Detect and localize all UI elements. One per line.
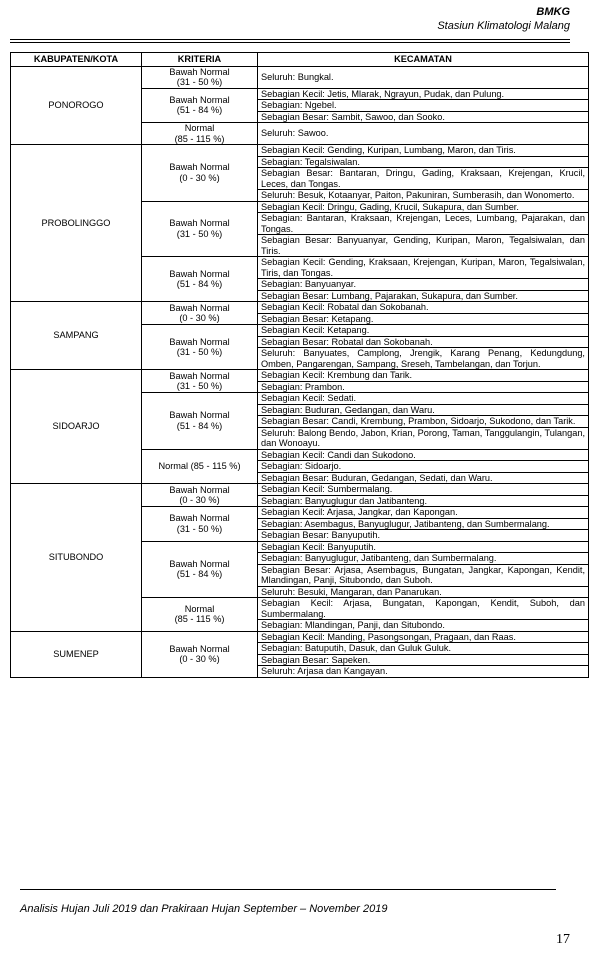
kecamatan-cell: Sebagian Kecil: Jetis, Mlarak, Ngrayun, Pudak, dan Pulung. xyxy=(258,88,589,100)
station-name: Stasiun Klimatologi Malang xyxy=(437,20,570,32)
org-name: BMKG xyxy=(536,6,570,18)
kecamatan-cell: Seluruh: Besuk, Kotaanyar, Paiton, Pakuniran, Sumberasih, dan Wonomerto. xyxy=(258,190,589,202)
kecamatan-cell: Sebagian Kecil: Candi dan Sukodono. xyxy=(258,449,589,461)
table-row xyxy=(11,631,589,643)
criteria-cell: Bawah Normal (0 - 30 %) xyxy=(142,484,258,507)
kecamatan-cell: Sebagian: Ngebel. xyxy=(258,100,589,112)
criteria-cell: Normal (85 - 115 %) xyxy=(142,598,258,632)
kecamatan-cell: Sebagian Kecil: Ketapang. xyxy=(258,325,589,337)
kabupaten-cell: PONOROGO xyxy=(11,66,142,145)
kecamatan-cell: Sebagian Besar: Banyuanyar, Gending, Kuripan, Maron, Tegalsiwalan, dan Tiris. xyxy=(258,235,589,257)
criteria-cell: Bawah Normal (31 - 50 %) xyxy=(142,66,258,88)
criteria-cell: Bawah Normal (31 - 50 %) xyxy=(142,507,258,542)
kecamatan-cell: Sebagian Kecil: Gending, Kuripan, Lumbang, Maron, dan Tiris. xyxy=(258,145,589,157)
criteria-cell: Bawah Normal (31 - 50 %) xyxy=(142,325,258,370)
kecamatan-cell: Sebagian Kecil: Manding, Pasongsongan, Pragaan, dan Raas. xyxy=(258,631,589,643)
kecamatan-cell: Sebagian Kecil: Gending, Kraksaan, Krejengan, Kuripan, Maron, Tegalsiwalan, Tiris, dan Tongas. xyxy=(258,257,589,279)
column-header: KECAMATAN xyxy=(258,53,589,67)
criteria-cell: Bawah Normal (0 - 30 %) xyxy=(142,302,258,325)
kecamatan-cell: Sebagian: Mlandingan, Panji, dan Situbondo. xyxy=(258,620,589,632)
kecamatan-cell: Sebagian: Sidoarjo. xyxy=(258,461,589,473)
table-row xyxy=(11,302,589,314)
criteria-cell: Bawah Normal (0 - 30 %) xyxy=(142,631,258,677)
kecamatan-cell: Seluruh: Besuki, Mangaran, dan Panarukan. xyxy=(258,586,589,598)
kabupaten-cell: SIDOARJO xyxy=(11,370,142,484)
kecamatan-cell: Sebagian: Tegalsiwalan. xyxy=(258,156,589,168)
kecamatan-cell: Sebagian: Batuputih, Dasuk, dan Guluk Guluk. xyxy=(258,643,589,655)
table-row xyxy=(11,370,589,382)
header-rule-secondary xyxy=(10,42,570,43)
kecamatan-cell: Sebagian: Banyuglugur dan Jatibanteng. xyxy=(258,495,589,507)
kecamatan-cell: Sebagian Besar: Banyuputih. xyxy=(258,530,589,542)
criteria-cell: Bawah Normal (51 - 84 %) xyxy=(142,393,258,450)
kecamatan-cell: Seluruh: Banyuates, Camplong, Jrengik, Karang Penang, Kedungdung, Omben, Pangarengan, Sampang, Sreseh, Tambelangan, dan Torjun. xyxy=(258,348,589,370)
table-row xyxy=(11,484,589,496)
criteria-cell: Bawah Normal (51 - 84 %) xyxy=(142,88,258,123)
table-row xyxy=(11,145,589,157)
kecamatan-cell: Sebagian Kecil: Banyuputih. xyxy=(258,541,589,553)
footer-text: Analisis Hujan Juli 2019 dan Prakiraan Hujan September – November 2019 xyxy=(20,903,388,915)
criteria-cell: Bawah Normal (0 - 30 %) xyxy=(142,145,258,202)
criteria-cell: Bawah Normal (51 - 84 %) xyxy=(142,541,258,598)
kabupaten-cell: SUMENEP xyxy=(11,631,142,677)
kecamatan-cell: Seluruh: Balong Bendo, Jabon, Krian, Porong, Taman, Tanggulangin, Tulangan, dan Wonoayu. xyxy=(258,427,589,449)
table-row xyxy=(11,66,589,88)
kecamatan-cell: Sebagian: Banyuanyar. xyxy=(258,279,589,291)
kecamatan-cell: Sebagian Kecil: Dringu, Gading, Krucil, Sukapura, dan Sumber. xyxy=(258,201,589,213)
column-header: KABUPATEN/KOTA xyxy=(11,53,142,67)
kecamatan-cell: Sebagian Besar: Sapeken. xyxy=(258,654,589,666)
kecamatan-cell: Sebagian: Banyuglugur, Jatibanteng, dan Sumbermalang. xyxy=(258,553,589,565)
kecamatan-cell: Sebagian: Asembagus, Banyuglugur, Jatibanteng, dan Sumbermalang. xyxy=(258,518,589,530)
column-header: KRITERIA xyxy=(142,53,258,67)
kecamatan-cell: Sebagian Besar: Ketapang. xyxy=(258,313,589,325)
kecamatan-cell: Sebagian Besar: Lumbang, Pajarakan, Sukapura, dan Sumber. xyxy=(258,290,589,302)
kabupaten-cell: SAMPANG xyxy=(11,302,142,370)
kecamatan-cell: Seluruh: Arjasa dan Kangayan. xyxy=(258,666,589,678)
criteria-cell: Normal (85 - 115 %) xyxy=(142,123,258,145)
kecamatan-cell: Sebagian Kecil: Sedati. xyxy=(258,393,589,405)
kecamatan-cell: Sebagian Besar: Arjasa, Asembagus, Bungatan, Jangkar, Kapongan, Kendit, Mlandingan, Panji, Situbondo, dan Suboh. xyxy=(258,564,589,586)
kecamatan-cell: Sebagian: Bantaran, Kraksaan, Krejengan, Leces, Lumbang, Pajarakan, dan Tongas. xyxy=(258,213,589,235)
kecamatan-cell: Sebagian: Prambon. xyxy=(258,381,589,393)
kecamatan-cell: Sebagian Kecil: Krembung dan Tarik. xyxy=(258,370,589,382)
kecamatan-cell: Sebagian Kecil: Arjasa, Jangkar, dan Kapongan. xyxy=(258,507,589,519)
kabupaten-cell: PROBOLINGGO xyxy=(11,145,142,302)
kecamatan-cell: Sebagian Besar: Robatal dan Sokobanah. xyxy=(258,336,589,348)
kecamatan-cell: Sebagian Kecil: Robatal dan Sokobanah. xyxy=(258,302,589,314)
header-rule xyxy=(10,39,570,40)
kabupaten-cell: SITUBONDO xyxy=(11,484,142,632)
criteria-cell: Bawah Normal (31 - 50 %) xyxy=(142,370,258,393)
kecamatan-cell: Sebagian Besar: Sambit, Sawoo, dan Sooko. xyxy=(258,111,589,123)
kecamatan-cell: Sebagian Besar: Bantaran, Dringu, Gading, Kraksaan, Krejengan, Krucil, Leces, dan Tongas. xyxy=(258,168,589,190)
criteria-cell: Bawah Normal (31 - 50 %) xyxy=(142,201,258,257)
kecamatan-cell: Sebagian Kecil: Arjasa, Bungatan, Kapongan, Kendit, Suboh, dan Sumbermalang. xyxy=(258,598,589,620)
criteria-cell: Normal (85 - 115 %) xyxy=(142,449,258,484)
footer-rule xyxy=(20,889,556,890)
table-header-row xyxy=(11,53,589,67)
rainfall-table xyxy=(10,52,589,678)
kecamatan-cell: Seluruh: Sawoo. xyxy=(258,123,589,145)
page-number: 17 xyxy=(556,932,570,947)
kecamatan-cell: Sebagian Kecil: Sumbermalang. xyxy=(258,484,589,496)
kecamatan-cell: Sebagian Besar: Buduran, Gedangan, Sedati, dan Waru. xyxy=(258,472,589,484)
criteria-cell: Bawah Normal (51 - 84 %) xyxy=(142,257,258,302)
kecamatan-cell: Sebagian: Buduran, Gedangan, dan Waru. xyxy=(258,404,589,416)
kecamatan-cell: Seluruh: Bungkal. xyxy=(258,66,589,88)
kecamatan-cell: Sebagian Besar: Candi, Krembung, Prambon, Sidoarjo, Sukodono, dan Tarik. xyxy=(258,416,589,428)
